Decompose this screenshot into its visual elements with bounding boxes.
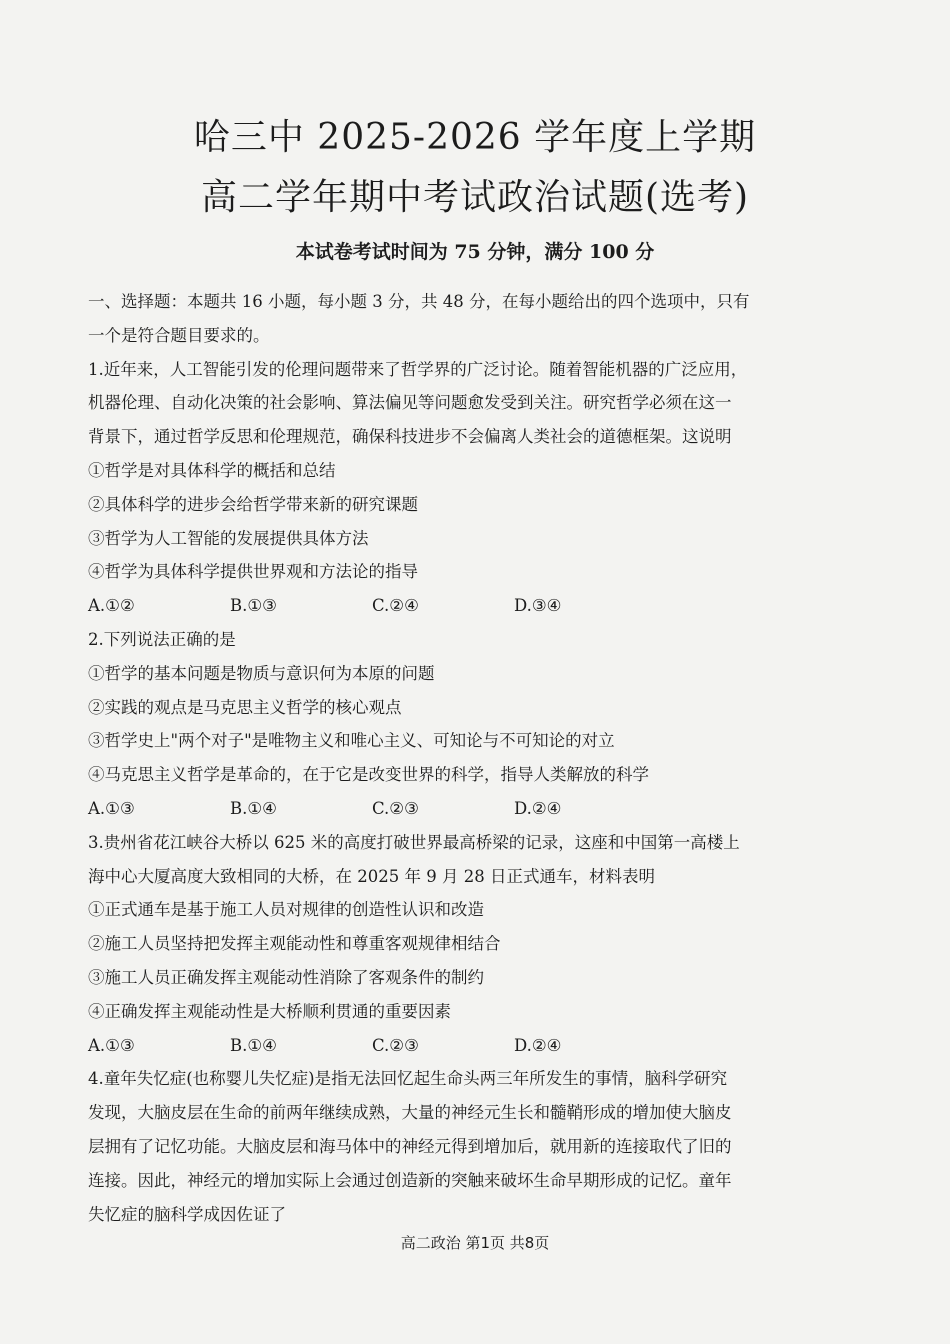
answer-options: [88, 792, 833, 826]
option-d: D.②④: [514, 1035, 562, 1055]
question-stem-line: 背景下，通过哲学反思和伦理规范，确保科技进步不会偏离人类社会的道德框架。这说明: [88, 427, 732, 447]
question-3: [88, 826, 833, 1063]
question-item: ②具体科学的进步会给哲学带来新的研究课题: [88, 494, 418, 514]
question-2: [88, 623, 833, 826]
option-b: B.①④: [230, 1035, 277, 1055]
question-stem-line: 失忆症的脑科学成因佐证了: [88, 1204, 286, 1224]
question-stem-line: 连接。因此，神经元的增加实际上会通过创造新的突触来破坏生命早期形成的记忆。童年: [88, 1170, 732, 1190]
question-item: ③哲学为人工智能的发展提供具体方法: [88, 528, 369, 548]
section-instruction-line: 一、选择题：本题共 16 小题，每小题 3 分，共 48 分，在每小题给出的四个选项中，只有: [88, 292, 750, 311]
question-stem-line: 1.近年来，人工智能引发的伦理问题带来了哲学界的广泛讨论。随着智能机器的广泛应用，: [88, 359, 748, 379]
option-b: B.①③: [230, 596, 277, 616]
question-stem-line: 2.下列说法正确的是: [88, 629, 236, 649]
question-stem-line: 发现，大脑皮层在生命的前两年继续成熟，大量的神经元生长和髓鞘形成的增加使大脑皮: [88, 1103, 732, 1123]
question-1: [88, 353, 833, 623]
question-stem-line: 层拥有了记忆功能。大脑皮层和海马体中的神经元得到增加后，就用新的连接取代了旧的: [88, 1136, 732, 1156]
question-item: ①正式通车是基于施工人员对规律的创造性认识和改造: [88, 900, 484, 920]
question-item: ④哲学为具体科学提供世界观和方法论的指导: [88, 562, 418, 582]
exam-body: [88, 285, 833, 1231]
question-stem-line: 海中心大厦高度大致相同的大桥，在 2025 年 9 月 28 日正式通车，材料表明: [88, 866, 655, 886]
option-c: C.②④: [372, 596, 419, 616]
question-stem-line: 3.贵州省花江峡谷大桥以 625 米的高度打破世界最高桥梁的记录，这座和中国第一高楼上: [88, 832, 740, 852]
question-item: ②施工人员坚持把发挥主观能动性和尊重客观规律相结合: [88, 934, 501, 954]
exam-title-line1: 哈三中 2025-2026 学年度上学期: [193, 117, 757, 158]
question-4: [88, 1062, 833, 1231]
option-a: A.①③: [88, 1035, 135, 1055]
answer-options: [88, 589, 833, 623]
option-b: B.①④: [230, 798, 277, 818]
question-item: ④正确发挥主观能动性是大桥顺利贯通的重要因素: [88, 1001, 451, 1021]
exam-title-line2: 高二学年期中考试政治试题(选考): [200, 177, 750, 218]
option-d: D.②④: [514, 798, 562, 818]
answer-options: [88, 1029, 833, 1063]
option-d: D.③④: [514, 596, 562, 616]
section-instruction-line: 一个是符合题目要求的。: [88, 325, 270, 345]
page-footer: 高二政治 第1页 共8页: [400, 1234, 550, 1252]
question-item: ①哲学是对具体科学的概括和总结: [88, 460, 336, 480]
question-item: ①哲学的基本问题是物质与意识何为本原的问题: [88, 663, 435, 683]
question-item: ②实践的观点是马克思主义哲学的核心观点: [88, 697, 402, 717]
option-c: C.②③: [372, 798, 419, 818]
option-a: A.①②: [88, 596, 135, 616]
question-item: ③施工人员正确发挥主观能动性消除了客观条件的制约: [88, 967, 484, 987]
exam-subtitle: 本试卷考试时间为 75 分钟，满分 100 分: [295, 241, 655, 263]
option-a: A.①③: [88, 798, 135, 818]
question-item: ④马克思主义哲学是革命的，在于它是改变世界的科学，指导人类解放的科学: [88, 765, 649, 785]
question-item: ③哲学史上"两个对子"是唯物主义和唯心主义、可知论与不可知论的对立: [88, 731, 615, 751]
question-stem-line: 4.童年失忆症(也称婴儿失忆症)是指无法回忆起生命头两三年所发生的事情，脑科学研究: [88, 1069, 728, 1089]
option-c: C.②③: [372, 1035, 419, 1055]
question-stem-line: 机器伦理、自动化决策的社会影响、算法偏见等问题愈发受到关注。研究哲学必须在这一: [88, 393, 732, 413]
